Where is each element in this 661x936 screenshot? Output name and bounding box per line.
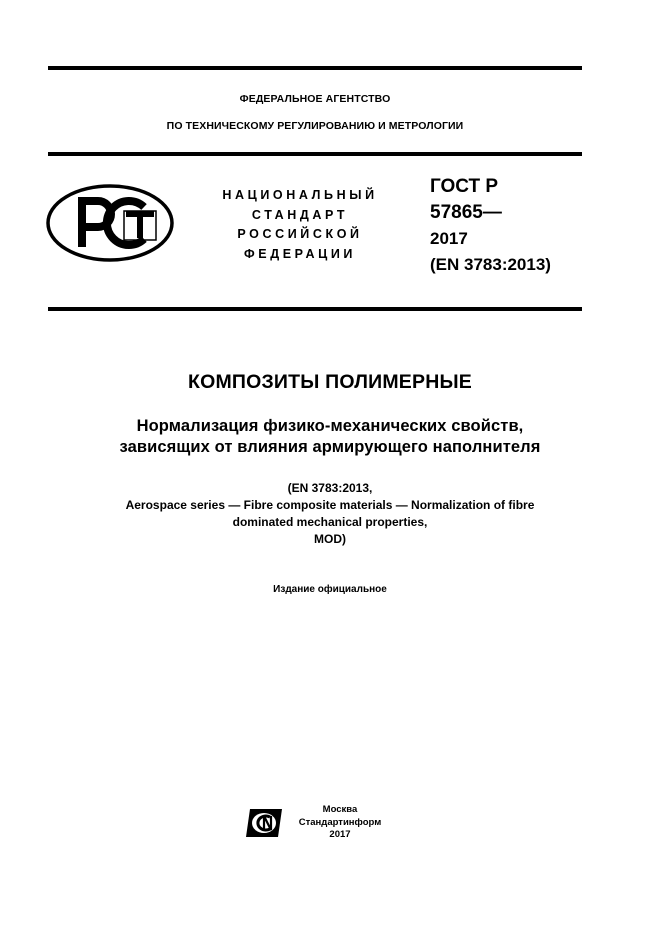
national-line: РОССИЙСКОЙ — [237, 227, 363, 241]
standartinform-logo-icon — [244, 807, 284, 839]
agency-name-line2: ПО ТЕХНИЧЕСКОМУ РЕГУЛИРОВАНИЮ И МЕТРОЛОГИИ — [166, 120, 464, 132]
equivalence-line: dominated mechanical properties, — [232, 515, 428, 529]
edition-label: Издание официальное — [273, 584, 387, 595]
national-standard-label — [205, 186, 395, 264]
equivalence-line: MOD) — [314, 532, 346, 546]
document-title: КОМПОЗИТЫ ПОЛИМЕРНЫЕ — [188, 371, 472, 393]
designation-line: 57865— — [430, 202, 502, 223]
equivalence-line: Aerospace series — Fibre composite materials — Normalization of fibre — [125, 498, 535, 512]
standard-block-rule — [48, 307, 582, 311]
national-line: НАЦИОНАЛЬНЫЙ — [222, 188, 378, 202]
publisher-city: Москва — [322, 804, 358, 815]
designation-en-reference: (EN 3783:2013) — [430, 255, 551, 274]
publisher-year: 2017 — [329, 829, 351, 840]
top-rule — [48, 66, 582, 70]
national-line: СТАНДАРТ — [251, 207, 349, 222]
designation-line: ГОСТ Р — [430, 176, 499, 197]
publisher-name: Стандартинформ — [298, 816, 382, 828]
designation-year: 2017 — [430, 229, 468, 248]
publisher-info — [290, 804, 390, 842]
document-subtitle — [30, 416, 630, 458]
agency-name-line1: ФЕДЕРАЛЬНОЕ АГЕНТСТВО — [239, 93, 391, 105]
standard-designation — [430, 174, 551, 278]
equivalence-statement — [30, 480, 630, 548]
gost-r-emblem-icon — [46, 183, 174, 263]
header-bottom-rule — [48, 152, 582, 156]
equivalence-line: (EN 3783:2013, — [287, 481, 373, 495]
subtitle-line: Нормализация физико-механических свойств, — [136, 417, 524, 435]
national-line: ФЕДЕРАЦИИ — [243, 246, 356, 261]
subtitle-line: зависящих от влияния армирующего наполнителя — [119, 438, 541, 456]
